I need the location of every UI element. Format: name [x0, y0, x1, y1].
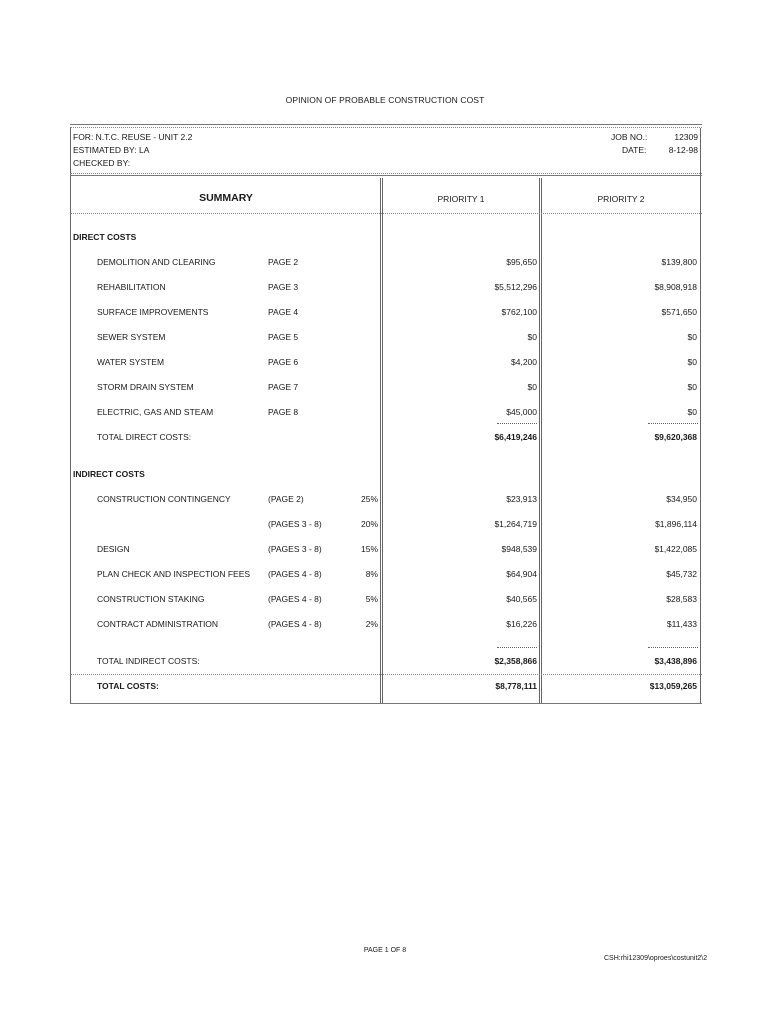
- checked-by-field: CHECKED BY:: [73, 158, 131, 168]
- indirect-row-pages: (PAGES 3 - 8): [268, 519, 322, 529]
- total-costs-label: TOTAL COSTS:: [97, 681, 159, 691]
- indirect-row-pages: (PAGES 4 - 8): [268, 594, 322, 604]
- direct-row-page: PAGE 8: [268, 407, 299, 417]
- direct-row-page: PAGE 7: [268, 382, 299, 392]
- column-divider-2b: [541, 178, 542, 704]
- indirect-row-p1: $948,539: [501, 544, 537, 554]
- direct-row-page: PAGE 5: [268, 332, 299, 342]
- indirect-row-pct: 25%: [360, 494, 378, 504]
- indirect-row-p1: $1,264,719: [494, 519, 537, 529]
- direct-row-label: REHABILITATION: [97, 282, 166, 292]
- column-header-rule: [70, 213, 702, 214]
- indirect-row-p2: $45,732: [666, 569, 697, 579]
- indirect-row-pages: (PAGE 2): [268, 494, 304, 504]
- indirect-row-label: CONSTRUCTION CONTINGENCY: [97, 494, 231, 504]
- document-title: OPINION OF PROBABLE CONSTRUCTION COST: [285, 95, 485, 105]
- indirect-row-p2: $1,422,085: [654, 544, 697, 554]
- direct-row-label: DEMOLITION AND CLEARING: [97, 257, 216, 267]
- total-indirect-label: TOTAL INDIRECT COSTS:: [97, 656, 200, 666]
- indirect-row-pages: (PAGES 4 - 8): [268, 569, 322, 579]
- grand-total-rule: [70, 674, 702, 675]
- direct-row-label: STORM DRAIN SYSTEM: [97, 382, 194, 392]
- indirect-row-label: CONTRACT ADMINISTRATION: [97, 619, 219, 629]
- direct-row-label: SEWER SYSTEM: [97, 332, 166, 342]
- direct-row-page: PAGE 6: [268, 357, 299, 367]
- total-costs-p2: $13,059,265: [649, 681, 697, 691]
- indirect-row-p2: $1,896,114: [655, 519, 697, 529]
- direct-row-p1: $0: [527, 382, 537, 392]
- direct-row-p2: $0: [687, 332, 697, 342]
- indirect-row-pct: 20%: [360, 519, 378, 529]
- table-left-border: [70, 128, 71, 704]
- header-bottom-rule-solid: [70, 175, 702, 176]
- column-divider-1a: [380, 178, 381, 704]
- estimated-by-field: ESTIMATED BY: LA: [73, 145, 150, 155]
- file-path: CSH:rhi12309\oproes\costunit2\2: [604, 955, 708, 962]
- direct-row-label: ELECTRIC, GAS AND STEAM: [97, 407, 214, 417]
- indirect-costs-heading: INDIRECT COSTS: [73, 469, 145, 479]
- header-top-rule-dotted: [70, 127, 702, 128]
- direct-row-page: PAGE 4: [268, 307, 299, 317]
- indirect-row-pct: 5%: [365, 594, 378, 604]
- direct-row-p2: $0: [687, 357, 697, 367]
- direct-costs-heading: DIRECT COSTS: [73, 232, 137, 242]
- direct-row-p1: $45,000: [506, 407, 537, 417]
- indirect-row-label: DESIGN: [97, 544, 130, 554]
- indirect-row-p2: $34,950: [666, 494, 697, 504]
- for-field: FOR: N.T.C. REUSE - UNIT 2.2: [73, 132, 193, 142]
- direct-row-p1: $4,200: [511, 357, 537, 367]
- total-indirect-p2: $3,438,896: [654, 656, 697, 666]
- priority2-header: PRIORITY 2: [597, 194, 645, 204]
- indirect-row-p2: $11,433: [666, 619, 697, 629]
- direct-row-p1: $0: [527, 332, 537, 342]
- date-label: DATE:: [622, 145, 647, 155]
- indirect-subtotal-rule-p1: [497, 647, 537, 648]
- indirect-row-p1: $23,913: [506, 494, 537, 504]
- indirect-row-p2: $28,583: [666, 594, 697, 604]
- direct-row-label: WATER SYSTEM: [97, 357, 165, 367]
- job-no-label: JOB NO.:: [611, 132, 648, 142]
- direct-row-p2: $0: [687, 382, 697, 392]
- direct-row-p2: $139,800: [661, 257, 697, 267]
- indirect-row-pages: (PAGES 4 - 8): [268, 619, 322, 629]
- date-value: 8-12-98: [668, 145, 698, 155]
- table-right-border: [700, 128, 701, 704]
- direct-row-p2: $8,908,918: [654, 282, 697, 292]
- indirect-row-label: PLAN CHECK AND INSPECTION FEES: [97, 569, 251, 579]
- indirect-row-pct: 15%: [360, 544, 378, 554]
- total-direct-label: TOTAL DIRECT COSTS:: [97, 432, 192, 442]
- total-indirect-p1: $2,358,866: [494, 656, 537, 666]
- table-bottom-border: [70, 703, 702, 704]
- indirect-row-p1: $64,904: [506, 569, 537, 579]
- direct-row-p1: $5,512,296: [494, 282, 537, 292]
- column-divider-1b: [382, 178, 383, 704]
- column-divider-2a: [539, 178, 540, 704]
- indirect-row-pct: 2%: [365, 619, 378, 629]
- direct-row-p1: $762,100: [501, 307, 537, 317]
- header-top-rule: [70, 124, 702, 125]
- subtotal-rule-p2: [648, 423, 698, 424]
- direct-row-p1: $95,650: [506, 257, 537, 267]
- subtotal-rule-p1: [497, 423, 537, 424]
- indirect-row-p1: $16,226: [506, 619, 537, 629]
- direct-row-p2: $571,650: [661, 307, 697, 317]
- direct-row-page: PAGE 2: [268, 257, 299, 267]
- priority1-header: PRIORITY 1: [437, 194, 485, 204]
- total-direct-p2: $9,620,368: [654, 432, 697, 442]
- indirect-row-pct: 8%: [365, 569, 378, 579]
- header-bottom-rule: [70, 173, 702, 174]
- total-costs-p1: $8,778,111: [495, 681, 537, 691]
- page-number: PAGE 1 OF 8: [363, 947, 407, 954]
- indirect-row-label: CONSTRUCTION STAKING: [97, 594, 205, 604]
- total-direct-p1: $6,419,246: [494, 432, 537, 442]
- direct-row-page: PAGE 3: [268, 282, 299, 292]
- summary-header: SUMMARY: [199, 192, 253, 204]
- job-no-value: 12309: [674, 132, 698, 142]
- indirect-subtotal-rule-p2: [648, 647, 698, 648]
- indirect-row-p1: $40,565: [506, 594, 537, 604]
- direct-row-label: SURFACE IMPROVEMENTS: [97, 307, 209, 317]
- indirect-row-pages: (PAGES 3 - 8): [268, 544, 322, 554]
- direct-row-p2: $0: [687, 407, 697, 417]
